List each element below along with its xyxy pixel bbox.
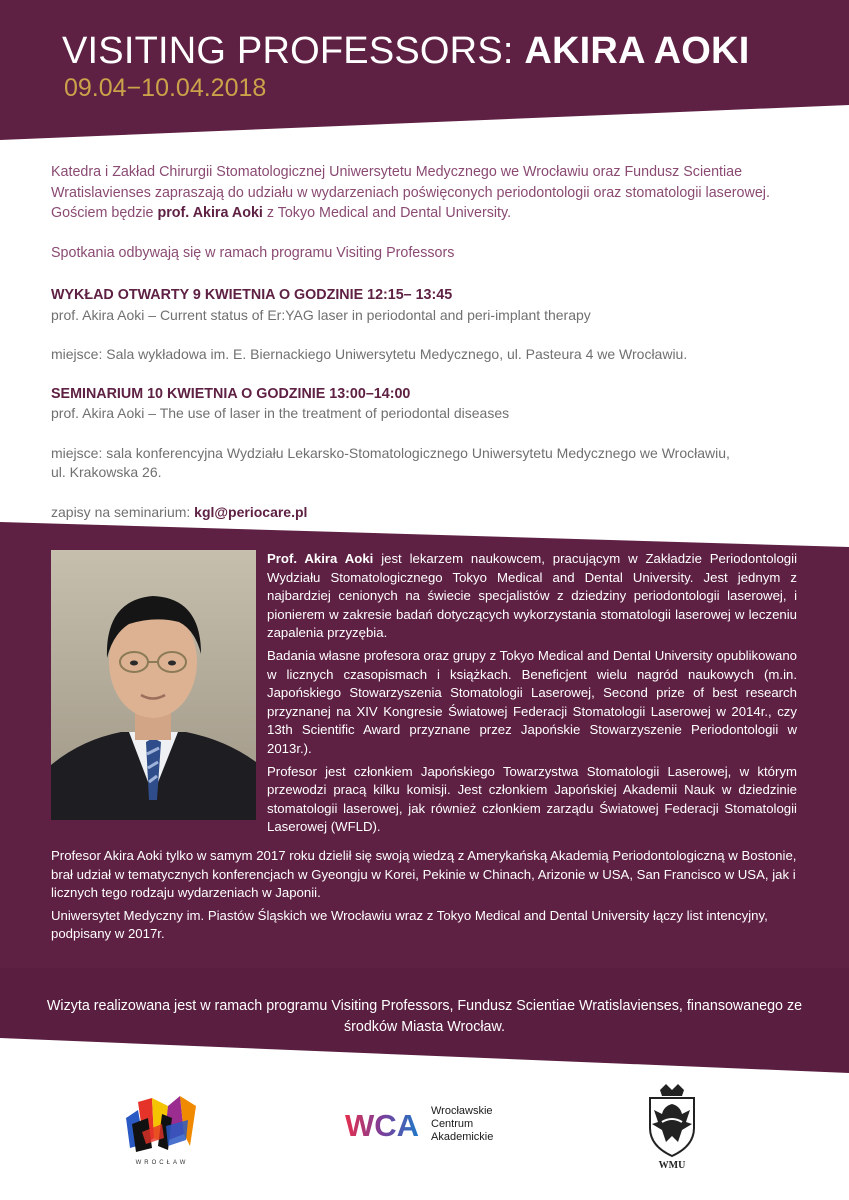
bio-paragraph-2: Badania własne profesora oraz grupy z Tokyo Medical and Dental University opublikowano w licznych czasopismach i książkach. Beneficjent wielu nagród naukowych (m.in. Japońskiego Stowarzyszenia Stomatologii Laserowej, Second prize of best research przyznanej na XIV Kongresie Światowej Federacji Stomatologii Laserowej w 2014r., czy 13th Scientific Award przyznane przez Japońskie Stowarzyszenie Periodontologii w 2013r.). — [267, 647, 797, 756]
guest-name: prof. Akira Aoki — [157, 205, 263, 221]
signup-line — [51, 503, 811, 523]
title-name: AKIRA AOKI — [524, 30, 750, 72]
wmu-logo — [640, 1080, 704, 1170]
professor-photo — [51, 550, 256, 820]
bio-paragraph-5: Uniwersytet Medyczny im. Piastów Śląskich we Wrocławiu wraz z Tokyo Medical and Dental University łączy list intencyjny, podpisany w 2017r. — [51, 907, 768, 942]
wroclaw-logo — [118, 1088, 206, 1168]
lecture-description: prof. Akira Aoki – Current status of Er:YAG laser in periodontal and peri-implant therapy — [51, 306, 591, 323]
bio-text-top — [267, 550, 797, 841]
wroclaw-caption: WROCŁAW — [135, 1160, 189, 1166]
bio-text-bottom — [51, 847, 797, 948]
intro-text-1: Katedra i Zakład Chirurgii Stomatologicznej Uniwersytetu Medycznego we Wrocławiu oraz Fundusz Scientiae Wratislavienses zapraszają do udziału w wydarzeniach poświęconych periodontologii oraz stomatologii laserowej. Gościem będzie — [51, 164, 770, 221]
intro-section — [51, 162, 811, 282]
program-note: Spotkania odbywają się w ramach programu Visiting Professors — [51, 244, 455, 261]
lecture-title: WYKŁAD OTWARTY 9 KWIETNIA O GODZINIE 12:15– 13:45 — [51, 287, 453, 303]
wca-logo — [343, 1100, 523, 1150]
wroclaw-logo-graphic — [118, 1088, 206, 1168]
bio-text-1: jest lekarzem naukowcem, pracującym w Zakładzie Periodontologii Wydziału Stomatologicznego Tokyo Medical and Dental University. Jest jednym z najbardziej cenionych na świecie specjalistów z dziedziny periodontologii laserowej, i pionierem w zakresie badań dotyczących wykorzystania stomatologii laserowej w leczeniu zapalenia przyzębia. — [267, 551, 797, 641]
wmu-caption: WMU — [658, 1160, 686, 1170]
bio-paragraph-4: Profesor Akira Aoki tylko w samym 2017 roku dzielił się swoją wiedzą z Amerykańską Akademią Periodontologiczną w Bostonie, brał udział w tematycznych konferencjach w Gyeongju w Korei, Pekinie w Chinach, Arizonie w USA, San Francisco w USA, jak i licznych tego rodzaju wydarzeniach w Japonii. — [51, 848, 797, 901]
intro-paragraph — [51, 162, 811, 224]
funding-note: Wizyta realizowana jest w ramach programu Visiting Professors, Fundusz Scientiae Wratislavienses, finansowanego ze środków Miasta Wrocław. — [46, 998, 803, 1035]
seminar-place-line-2: ul. Krakowska 26. — [51, 464, 162, 480]
wca-mark: WCA — [345, 1108, 420, 1143]
wca-logo-graphic — [343, 1100, 523, 1150]
seminar-title: SEMINARIUM 10 KWIETNIA O GODZINIE 13:00–14:00 — [51, 385, 411, 402]
professor-portrait-graphic — [51, 550, 256, 820]
lecture-place: miejsce: Sala wykładowa im. E. Biernackiego Uniwersytetu Medycznego, ul. Pasteura 4 we Wrocławiu. — [51, 346, 688, 362]
signup-label: zapisy na seminarium: — [51, 503, 195, 520]
bio-paragraph-3: Profesor jest członkiem Japońskiego Towarzystwa Stomatologii Laserowej, w którym przewodzi pracą kilku komisji. Jest członkiem Japońskiej Akademii Nauk w dziedzinie stomatologii laserowej, jak również członkiem zarządu Światowej Federacji Stomatologii Laserowej (WFLD). — [267, 763, 797, 835]
wca-line-1: Wrocławskie — [431, 1105, 493, 1117]
seminar-place-line-1: miejsce: sala konferencyjna Wydziału Lekarsko-Stomatologicznego Uniwersytetu Medycznego we Wrocławiu, — [51, 444, 730, 461]
page-title — [62, 30, 749, 73]
wmu-crest-graphic — [640, 1080, 704, 1170]
event-date: 09.04−10.04.2018 — [64, 74, 267, 102]
wca-line-2: Centrum — [431, 1118, 474, 1130]
wca-line-3: Akademickie — [431, 1131, 494, 1143]
bio-name: Prof. Akira Aoki — [267, 551, 374, 566]
bio-paragraph-1 — [267, 550, 797, 643]
signup-email-link[interactable]: kgl@periocare.pl — [194, 503, 308, 520]
title-prefix: VISITING PROFESSORS: — [62, 30, 525, 72]
seminar-description: prof. Akira Aoki – The use of laser in the treatment of periodontal diseases — [51, 405, 510, 421]
intro-text-2: z Tokyo Medical and Dental University. — [262, 205, 512, 221]
events-section — [51, 286, 811, 522]
